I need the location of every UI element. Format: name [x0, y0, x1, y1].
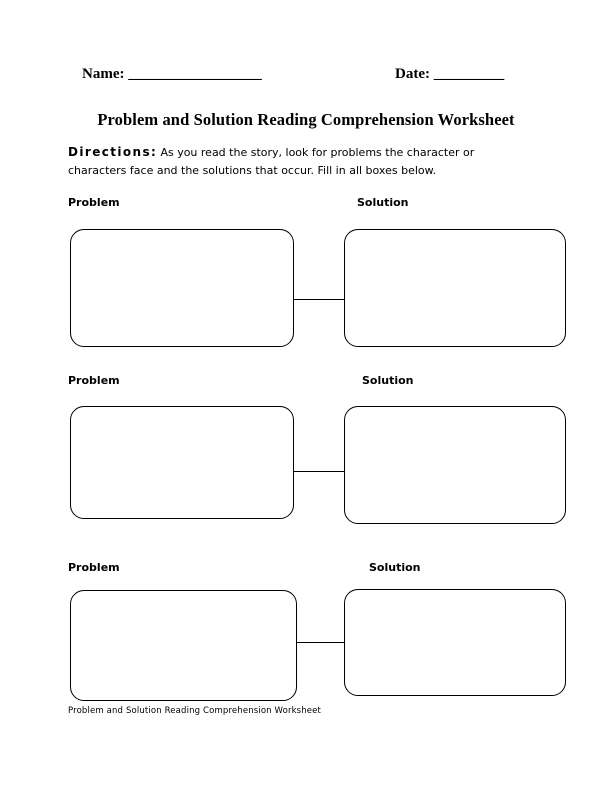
- row-1-problem-label: Problem: [68, 196, 120, 209]
- row-2-solution-label: Solution: [362, 374, 414, 387]
- name-label: Name:: [82, 66, 125, 82]
- row-2-connector: [294, 471, 344, 472]
- row-1-connector: [294, 299, 344, 300]
- row-3-problem-label: Problem: [68, 561, 120, 574]
- row-1-solution-label: Solution: [357, 196, 409, 209]
- name-date-row: [60, 66, 560, 88]
- row-3-solution-box[interactable]: [344, 589, 566, 696]
- directions-text: As you read the story, look for problems the character or characters face and the solutions that occur. Fill in all boxes below.: [68, 146, 475, 177]
- row-2-problem-label: Problem: [68, 374, 120, 387]
- row-2-solution-box[interactable]: [344, 406, 566, 524]
- row-1-problem-box[interactable]: [70, 229, 294, 347]
- name-field-group: [82, 66, 261, 83]
- directions-block: [68, 144, 508, 180]
- date-field-group: [395, 66, 504, 83]
- date-write-line[interactable]: __________: [433, 66, 504, 82]
- directions-label: Directions:: [68, 145, 158, 159]
- row-3-connector: [297, 642, 344, 643]
- row-2-problem-box[interactable]: [70, 406, 294, 519]
- row-3-problem-box[interactable]: [70, 590, 297, 701]
- name-write-line[interactable]: ___________________: [128, 66, 262, 82]
- row-1-solution-box[interactable]: [344, 229, 566, 347]
- row-3-solution-label: Solution: [369, 561, 421, 574]
- page-title: Problem and Solution Reading Comprehension Worksheet: [97, 110, 515, 129]
- footer-caption: Problem and Solution Reading Comprehension Worksheet: [68, 706, 322, 716]
- date-label: Date:: [395, 66, 430, 82]
